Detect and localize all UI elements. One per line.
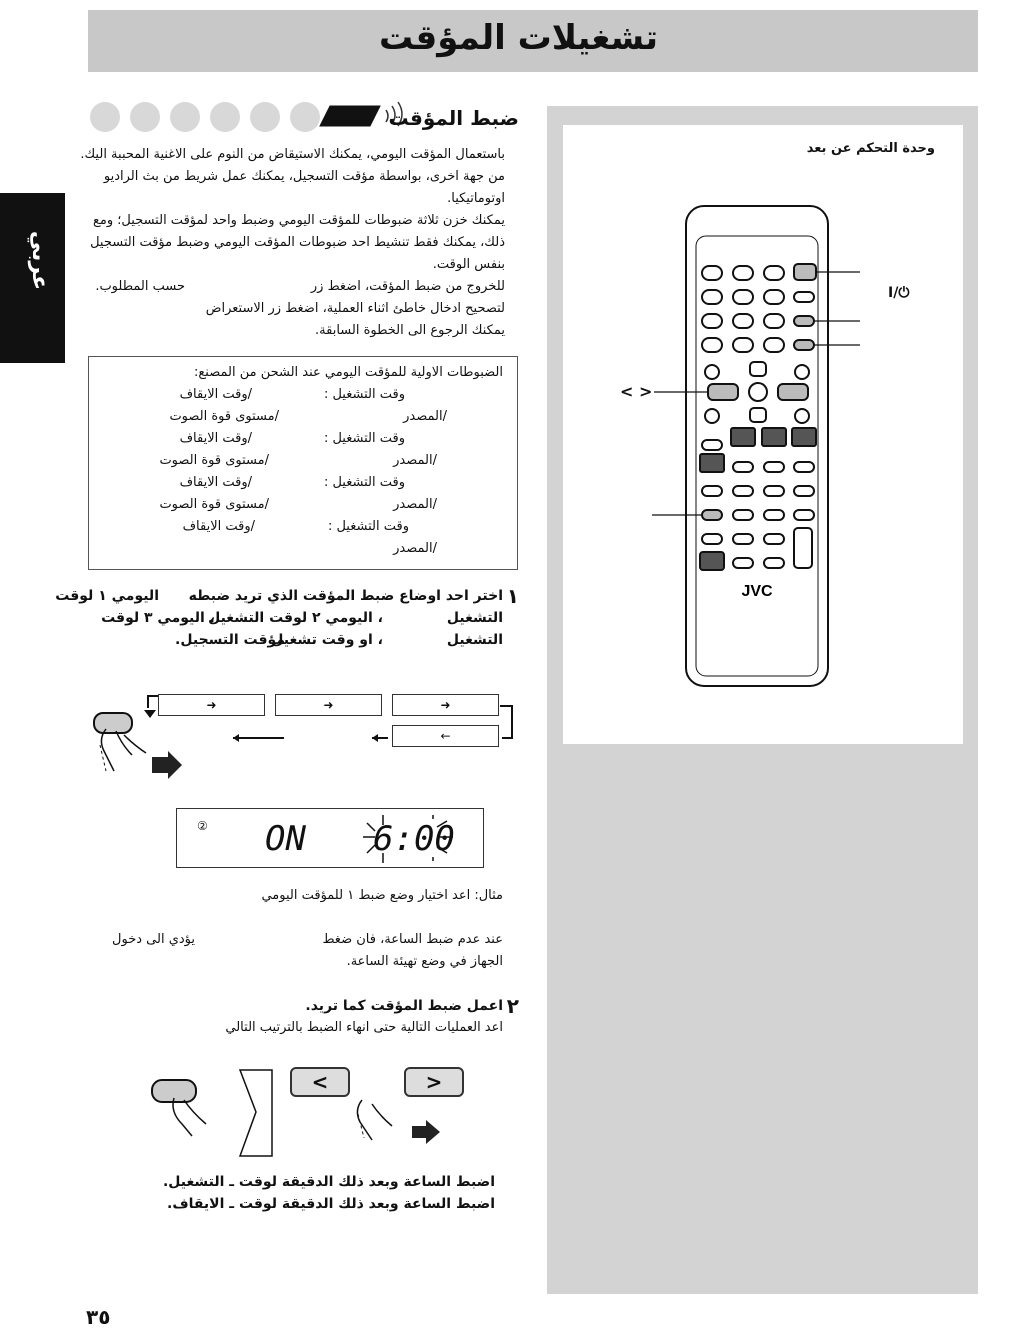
step1-line2a: التشغيل xyxy=(446,610,503,626)
intro-line: باستعمال المؤقت اليومي، يمكنك الاستيقاض من النوم على الاغنية المحببة اليك. xyxy=(80,147,505,162)
step-number: ١ xyxy=(506,584,519,608)
flow-box-daily1: ➜ xyxy=(158,694,265,716)
progress-circle xyxy=(130,102,160,132)
section-heading: ضبط المؤقت xyxy=(388,106,519,130)
step1-line2b: ، اليومي ٢ لوقت التشغيل xyxy=(208,610,383,626)
step1-line1: اختر احد اوضاع ضبط المؤقت الذي تريد ضبطه xyxy=(188,588,503,604)
timer-number-icon: ② xyxy=(197,819,208,833)
volume-label: /مستوى قوة الصوت xyxy=(159,497,269,512)
remote-control-illustration xyxy=(600,200,940,690)
stop-time-label: /وقت الايقاف xyxy=(179,387,252,402)
hand-press-icon xyxy=(88,705,188,781)
title-bar xyxy=(88,10,978,72)
intro-line: ذلك، يمكنك فقط تنشيط احد ضبوطات المؤقت اليومي وضبط مؤقت التسجيل xyxy=(90,235,505,250)
play-time-label: وقت التشغيل : xyxy=(323,387,405,402)
flow-box-rec: ← xyxy=(392,725,499,747)
final-line: اضبط الساعة وبعد ذلك الدقيقة لوقت ـ الايقاف. xyxy=(167,1196,495,1212)
intro-line: بنفس الوقت. xyxy=(432,257,505,272)
clock-note-line1a: عند عدم ضبط الساعة، فان ضغط xyxy=(322,932,503,947)
step1-line3c: مؤقت التسجيل. xyxy=(175,632,285,648)
step1-line2c: ، اليومي ٣ لوقت xyxy=(101,610,215,626)
display-on-text: ON xyxy=(265,819,306,859)
source-label: /المصدر xyxy=(393,541,437,556)
left-arrow-key[interactable]: < xyxy=(290,1067,350,1097)
clock-note-line2: الجهاز في وضع تهيئة الساعة. xyxy=(346,954,503,969)
source-label: /المصدر xyxy=(403,409,447,424)
step1-line1b: اليومي ١ لوقت xyxy=(55,588,159,604)
example-note: مثال: اعد اختيار وضع ضبط ١ للمؤقت اليومي xyxy=(261,888,503,903)
play-time-label: وقت التشغيل : xyxy=(323,475,405,490)
right-arrow-key[interactable]: > xyxy=(404,1067,464,1097)
flow-box-daily2: ➜ xyxy=(275,694,382,716)
intro-line: من جهة اخرى، بواسطة مؤقت التسجيل، يمكنك عمل شريط من بث الراديو xyxy=(103,169,505,184)
page-title: تشغيلات المؤقت xyxy=(378,18,658,58)
progress-circle xyxy=(250,102,280,132)
intro-line: لتصحيح ادخال خاطئ اثناء العملية، اضغط زر الاستعراض xyxy=(205,301,505,316)
step-number: ٢ xyxy=(506,994,519,1018)
side-tab-label: عربي xyxy=(27,230,53,291)
step2-description: اعد العمليات التالية حتى انهاء الضبط بالترتيب التالي xyxy=(225,1020,503,1035)
blinking-icon xyxy=(353,813,463,865)
flow-box-daily3: ➜ xyxy=(392,694,499,716)
brand-logo: JVC xyxy=(741,583,773,600)
intro-line: للخروج من ضبط المؤقت، اضغط زر xyxy=(310,279,505,294)
source-label: /المصدر xyxy=(393,453,437,468)
progress-circle xyxy=(210,102,240,132)
power-label: I/⏻ xyxy=(888,285,910,301)
step2-title: اعمل ضبط المؤقت كما تريد. xyxy=(305,998,503,1014)
step1-line3a: التشغيل xyxy=(446,632,503,648)
intro-line: يمكنك خزن ثلاثة ضبوطات للمؤقت اليومي وضبط واحد لمؤقت التسجيل؛ ومع xyxy=(93,213,505,228)
stop-time-label: /وقت الايقاف xyxy=(182,519,255,534)
final-line: اضبط الساعة وبعد ذلك الدقيقة لوقت ـ التشغيل. xyxy=(162,1174,495,1190)
source-label: /المصدر xyxy=(393,497,437,512)
intro-line: حسب المطلوب. xyxy=(95,279,185,294)
language-side-tab xyxy=(0,193,65,363)
defaults-heading: الضبوطات الاولية للمؤقت اليومي عند الشحن من المصنع: xyxy=(193,365,503,380)
intro-line: اوتوماتيكيا. xyxy=(447,191,505,206)
remote-label: وحدة التحكم عن بعد xyxy=(806,141,935,156)
page-number: ٣٥ xyxy=(86,1305,111,1329)
step1-line3b: ، او وقت تشغيل xyxy=(271,632,383,648)
volume-label: /مستوى قوة الصوت xyxy=(159,453,269,468)
factory-defaults-box xyxy=(88,356,518,570)
stop-time-label: /وقت الايقاف xyxy=(179,475,252,490)
volume-label: /مستوى قوة الصوت xyxy=(169,409,279,424)
play-time-label: وقت التشغيل : xyxy=(323,431,405,446)
play-time-label: وقت التشغيل : xyxy=(327,519,409,534)
clock-note-line1b: يؤدي الى دخول xyxy=(112,932,195,947)
arrow-keys-label: < > xyxy=(620,382,653,401)
intro-line: يمكنك الرجوع الى الخطوة السابقة. xyxy=(315,323,505,338)
progress-circle xyxy=(170,102,200,132)
progress-circle xyxy=(90,102,120,132)
stop-time-label: /وقت الايقاف xyxy=(179,431,252,446)
timer-display xyxy=(176,808,484,868)
display-time-text: 6:00 xyxy=(373,819,455,859)
